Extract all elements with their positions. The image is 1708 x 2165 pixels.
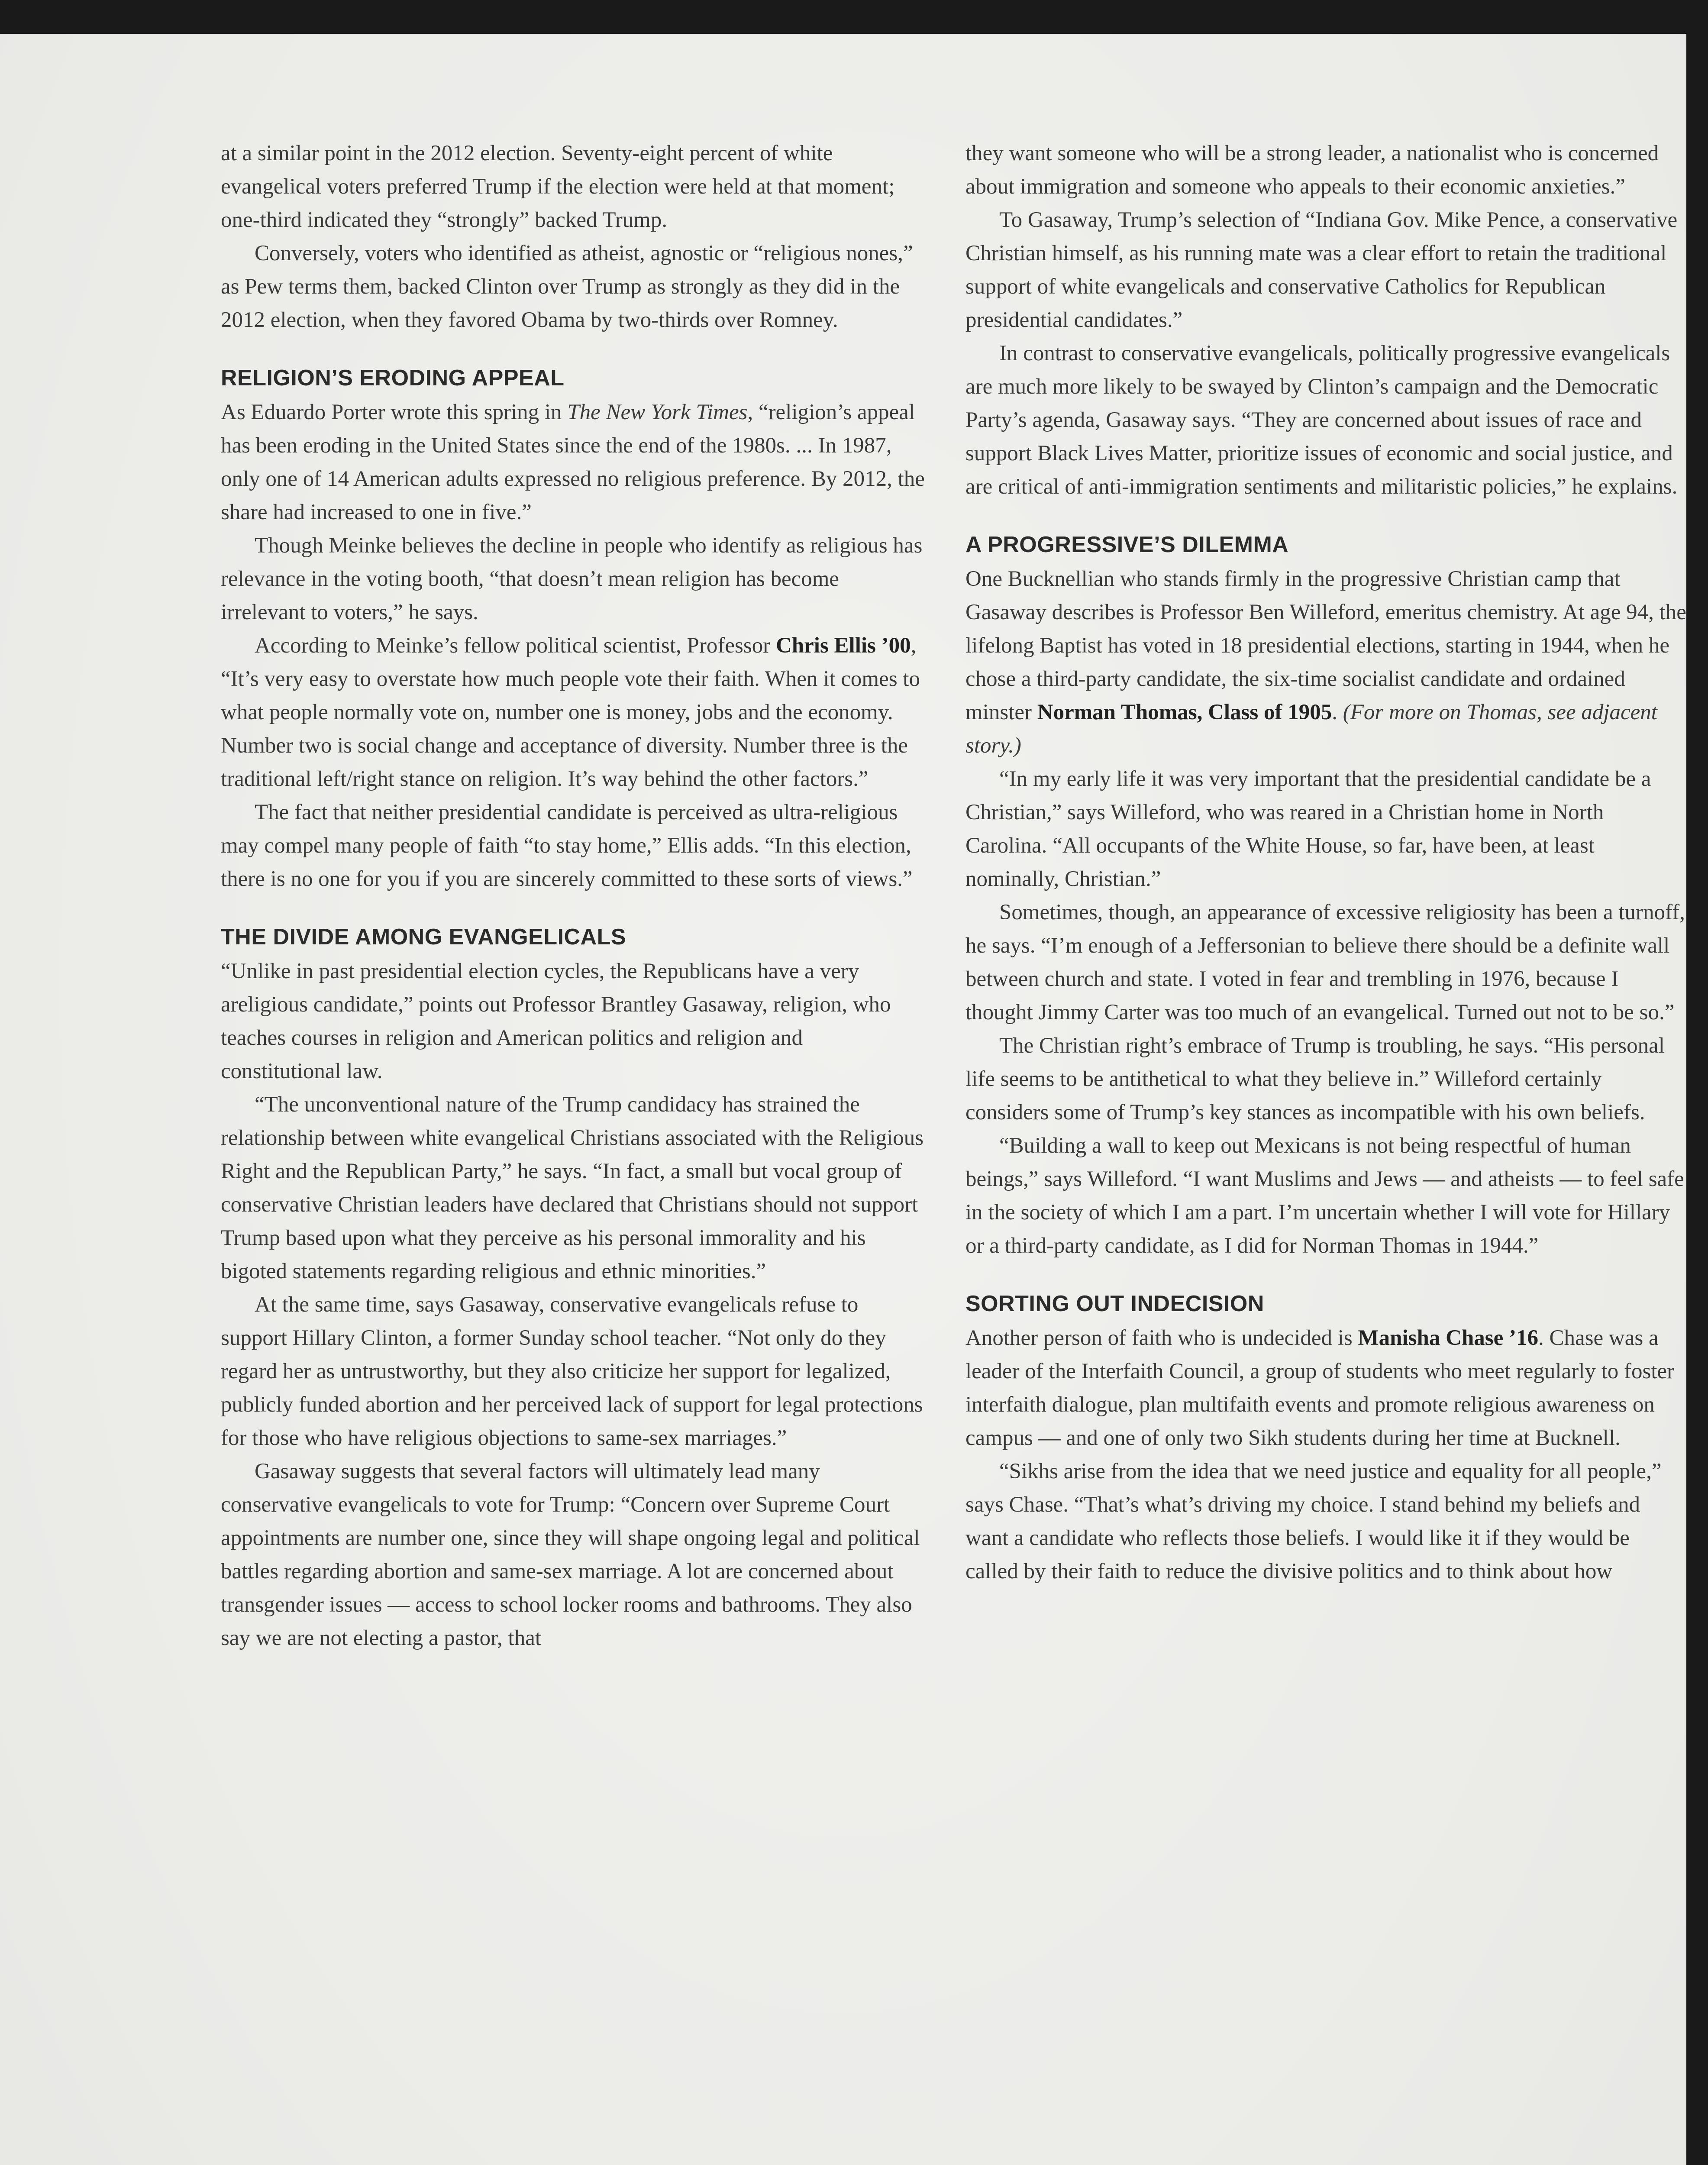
paragraph: “In my early life it was very important that the presidential candidate be a Christian,” says Willeford, who was reared in a Christian home in North Carolina. “All occupants of the White House, so far, have been, at least nominally, Christian.” [965, 767, 1651, 891]
paragraph: The Christian right’s embrace of Trump is troubling, he says. “His personal life seems to be antithetical to what they believe in.” Willeford certainly considers some of Trump’s key stances as incompatible with his own beliefs. [965, 1034, 1665, 1125]
paragraph: Though Meinke believes the decline in people who identify as religious has relevance in the voting booth, “that doesn’t mean religion has become irrelevant to voters,” he says. [221, 533, 923, 624]
paragraph [965, 562, 1686, 763]
paragraph: at a similar point in the 2012 election. Seventy-eight percent of white evangelical voters preferred Trump if the election were held at that moment; one-third indicated they “strongly” backed Trump. [221, 141, 895, 232]
section-heading: SORTING OUT INDECISION [965, 1291, 1264, 1316]
text-run: According to Meinke’s fellow political scientist, Professor [255, 633, 776, 658]
paragraph [221, 629, 927, 796]
paragraph: The fact that neither presidential candidate is perceived as ultra-religious may compel many people of faith “to stay home,” Ellis adds. “In this election, there is no one for you if you are sincerely committed to these sorts of views.” [221, 800, 913, 891]
paragraph: “The unconventional nature of the Trump candidacy has strained the relationship between white evangelical Christians associated with the Religious Right and the Republican Party,” he says. “In fact, a small but vocal group of conservative Christian leaders have declared that Christians should not support Trump based upon what they perceive as his personal immorality and his bigoted statements regarding religious and ethnic minorities.” [221, 1092, 924, 1283]
paragraph: Conversely, voters who identified as atheist, agnostic or “religious nones,” as Pew terms them, backed Clinton over Trump as strongly as they did in the 2012 election, when they favored Obama by two-thirds over Romney. [221, 241, 913, 332]
publication-title: The New York Times [567, 400, 748, 424]
paragraph: “Sikhs arise from the idea that we need justice and equality for all people,” says Chase. “That’s what’s driving my choice. I stand behind my beliefs and want a candidate who reflects those beliefs. I would like it if they would be called by their faith to reduce the divisive politics and to think about how [965, 1459, 1662, 1583]
person-name: Chris Ellis ’00 [775, 633, 911, 658]
text-run: As Eduardo Porter wrote this spring in [221, 400, 568, 424]
paragraph: At the same time, says Gasaway, conservative evangelicals refuse to support Hillary Clinton, a former Sunday school teacher. “Not only do they regard her as untrustworthy, but they also criticize her support for legalized, publicly funded abortion and her perceived lack of support for legal protections for those who have religious objections to same-sex marriages.” [221, 1293, 923, 1450]
text-run: , “religion’s appeal has been eroding in the United States since the end of the 1980s. ... In 1987, only one of 14 American adults expressed no religious preference. By 2012, the share had increased to one in five.” [221, 400, 925, 524]
paragraph [965, 1322, 1686, 1455]
paragraph: they want someone who will be a strong leader, a nationalist who is concerned about immigration and someone who appeals to their economic anxieties.” [965, 141, 1659, 199]
paragraph [221, 396, 927, 529]
editor-note: (For more on Thomas, see adjacent story.) [965, 700, 1657, 758]
text-run: , “It’s very easy to overstate how much people vote their faith. When it comes to what people normally vote on, number one is money, jobs and the economy. Number two is social change and acceptance of diversity. Number three is the traditional left/right stance on religion. It’s way behind the other factors.” [221, 633, 920, 791]
paragraph: In contrast to conservative evangelicals, politically progressive evangelicals are much more likely to be swayed by Clinton’s campaign and the Democratic Party’s agenda, Gasaway says. “They are concerned about issues of race and support Black Lives Matter, prioritize issues of economic and social justice, and are critical of anti-immigration sentiments and militaristic policies,” he explains. [965, 341, 1678, 499]
paragraph: Gasaway suggests that several factors will ultimately lead many conservative evangelicals to vote for Trump: “Concern over Supreme Court appointments are number one, since they will shape ongoing legal and political battles regarding abortion and same-sex marriage. A lot are concerned about transgender issues — access to school locker rooms and bathrooms. They also say we are not electing a pastor, that [221, 1459, 920, 1650]
paragraph: Sometimes, though, an appearance of excessive religiosity has been a turnoff, he says. “I’m enough of a Jeffersonian to believe there should be a definite wall between church and state. I voted in fear and trembling in 1976, because I thought Jimmy Carter was too much of an evangelical. Turned out not to be so.” [965, 900, 1685, 1024]
person-name: Manisha Chase ’16 [1358, 1326, 1539, 1350]
right-column [965, 137, 1686, 1588]
paragraph: “Building a wall to keep out Mexicans is not being respectful of human beings,” says Willeford. “I want Muslims and Jews — and atheists — to feel safe in the society of which I am a part. I’m uncertain whether I will vote for Hillary or a third-party candidate, as I did for Norman Thomas in 1944.” [965, 1134, 1684, 1258]
paragraph: To Gasaway, Trump’s selection of “Indiana Gov. Mike Pence, a conservative Christian himself, as his running mate was a clear effort to retain the traditional support of white evangelicals and conservative Catholics for Republican presidential candidates.” [965, 208, 1678, 332]
left-column [221, 137, 927, 1655]
text-run: One Bucknellian who stands firmly in the progressive Christian camp that Gasaway describes is Professor Ben Willeford, emeritus chemistry. At age 94, the lifelong Baptist has voted in 18 presidential elections, starting in 1944, when he chose a third-party candidate, the six-time socialist candidate and ordained minster [965, 567, 1686, 724]
text-run: Another person of faith who is undecided is [965, 1326, 1358, 1350]
section-heading: A PROGRESSIVE’S DILEMMA [965, 532, 1289, 557]
paragraph: “Unlike in past presidential election cycles, the Republicans have a very areligious candidate,” points out Professor Brantley Gasaway, religion, who teaches courses in religion and American politics and religion and constitutional law. [221, 959, 891, 1083]
section-heading: THE DIVIDE AMONG EVANGELICALS [221, 924, 626, 950]
person-name: Norman Thomas, Class of 1905 [1037, 700, 1332, 724]
text-run: . [1332, 700, 1343, 724]
section-heading: RELIGION’S ERODING APPEAL [221, 365, 565, 391]
text-run: . Chase was a leader of the Interfaith Council, a group of students who meet regularly to foster interfaith dialogue, plan multifaith events and promote religious awareness on campus — and one of only two Sikh students during her time at Bucknell. [965, 1326, 1675, 1450]
